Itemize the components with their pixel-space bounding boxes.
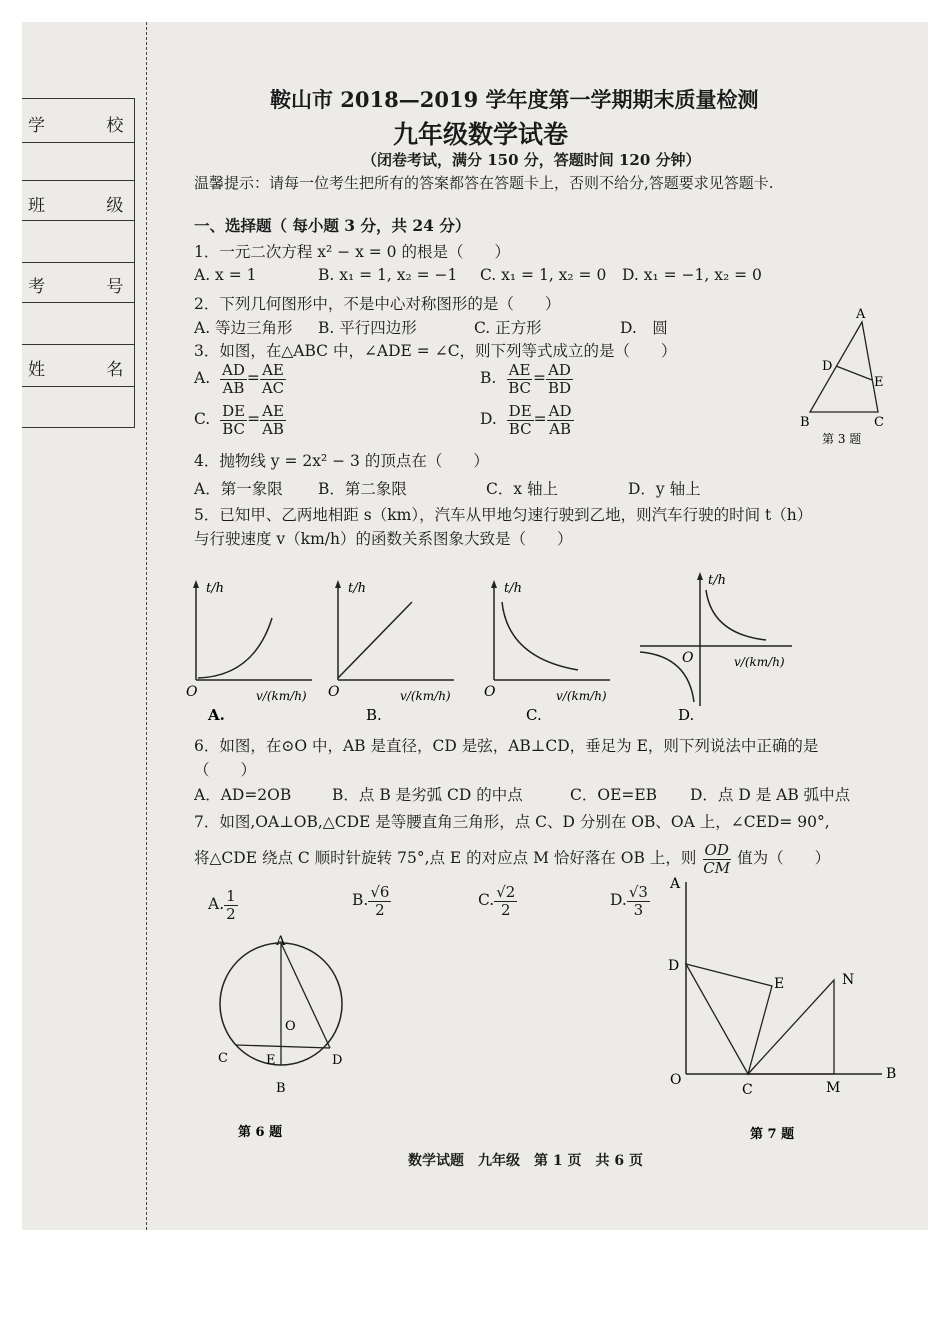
q5-option-c: C. [526,706,542,722]
q5-option-d: D. [678,706,695,722]
q5-option-b: B. [366,706,382,722]
q7-stem-line2: 将△CDE 绕点 C 顺时针旋转 75°,点 E 的对应点 M 恰好落在 OB 上，则 $\frac{OD}{CM}$ 值为（ ） [194,841,831,877]
warm-tip: 温馨提示：请每一位考生把所有的答案都答在答题卡上，否则不给分,答题要求见答题卡. [194,174,774,192]
q7-label-a: A [670,876,681,892]
q1-option-b: B. x₁ = 1, x₂ = −1 [318,266,458,284]
q1-option-c: C. x₁ = 1, x₂ = 0 [480,266,607,284]
q5b-axis-v: v/(km/h) [400,689,451,703]
q5d-axis-t: t/h [708,573,726,588]
q4-option-a: A．第一象限 [194,480,283,498]
q7-rotation-figure [662,868,908,1148]
q5a-origin: O [186,684,198,700]
q1-option-d: D. x₁ = −1, x₂ = 0 [622,266,762,284]
q3-option-d: D. $\frac{DE}{BC}$ = $\frac{AD}{AB}$ [480,402,572,438]
q7-label-c: C [742,1082,753,1098]
q6-option-c: C．OE=EB [570,786,658,804]
q6-label-a: A [276,934,286,949]
q5b-origin: O [328,684,340,700]
q5a-axis-t: t/h [206,581,224,596]
q5c-origin: O [484,684,496,700]
q4-option-c: C．x 轴上 [486,480,559,498]
q7-label-o: O [670,1072,682,1088]
q5-graph-b [326,572,466,722]
q5c-axis-v: v/(km/h) [556,689,607,703]
q7-caption: 第 7 题 [750,1127,795,1142]
q5-option-a: A. [208,706,225,722]
q6-option-d: D．点 D 是 AB 弧中点 [690,786,851,804]
q5-graph-d [636,570,796,722]
q6-stem-line1: 6．如图，在⊙O 中，AB 是直径，CD 是弦，AB⊥CD，垂足为 E，则下列说法中正确的是 [194,737,819,755]
section-heading: 一、选择题（ 每小题 3 分，共 24 分） [194,216,471,235]
q6-option-a: A．AD=2OB [194,786,292,804]
q2-option-b: B. 平行四边形 [318,319,417,337]
q6-label-c: C [218,1051,228,1066]
q6-stem-line2: （ ） [194,761,257,779]
q2-option-d: D. 圆 [620,319,668,337]
q7-option-d: D. $\frac{√3}{3}$ [610,883,648,919]
q7-option-b: B. $\frac{√6}{2}$ [352,883,390,919]
q2-option-c: C. 正方形 [474,319,542,337]
q5b-axis-t: t/h [348,581,366,596]
q5c-axis-t: t/h [504,581,522,596]
q5a-axis-v: v/(km/h) [256,689,307,703]
q6-circle-figure [206,930,356,1150]
q3-caption: 第 3 题 [822,432,862,446]
q7-label-e: E [774,976,785,992]
q6-label-b: B [276,1081,286,1096]
q5-stem-line1: 5．已知甲、乙两地相距 s（km），汽车从甲地匀速行驶到乙地，则汽车行驶的时间 t（h） [194,506,813,524]
q1-option-a: A. x = 1 [194,266,257,284]
q3-option-c: C. $\frac{DE}{BC}$ = $\frac{AE}{AB}$ [194,402,284,438]
q2-option-a: A. 等边三角形 [194,319,293,337]
q7-label-m: M [826,1080,841,1096]
q3-label-c: C [874,415,884,430]
q7-option-c: C. $\frac{√2}{2}$ [478,883,516,919]
q4-stem: 4．抛物线 y = 2x² − 3 的顶点在（ ） [194,452,489,470]
q3-option-b: B. $\frac{AE}{BC}$ = $\frac{AD}{BD}$ [480,361,572,397]
q3-label-d: D [822,359,833,374]
q7-option-a: A. $\frac{1}{2}$ [208,887,236,923]
q5-stem-line2: 与行驶速度 v（km/h）的函数关系图象大致是（ ） [194,530,573,548]
exam-title: 鞍山市 2018—2019 学年度第一学期期末质量检测 [270,87,759,112]
q3-label-e: E [874,375,884,390]
q3-label-a: A [856,307,866,322]
q2-stem: 2．下列几何图形中，不是中心对称图形的是（ ） [194,295,561,313]
q6-label-d: D [332,1053,343,1068]
q3-option-a: A. $\frac{AD}{AB}$ = $\frac{AE}{AC}$ [194,361,285,397]
q3-label-b: B [800,415,810,430]
exam-subtitle: 九年级数学试卷 [393,120,569,149]
q5-graph-c [482,572,622,722]
q7-label-b: B [886,1066,897,1082]
q5d-origin: O [682,650,694,666]
q7-label-d: D [668,958,680,974]
exam-number-label: 考 号 [28,277,152,297]
q4-option-d: D．y 轴上 [628,480,701,498]
page-footer: 数学试题 九年级 第 1 页 共 6 页 [408,1153,643,1169]
q3-stem: 3．如图，在△ABC 中，∠ADE = ∠C，则下列等式成立的是（ ） [194,342,677,360]
q5-graph-a [184,572,324,722]
class-label: 班 级 [28,196,152,216]
q6-caption: 第 6 题 [238,1125,283,1140]
q6-option-b: B．点 B 是劣弧 CD 的中点 [332,786,523,804]
binding-line [146,22,147,1230]
q6-label-e: E [266,1053,276,1068]
q7-label-n: N [842,972,855,988]
q5d-axis-v: v/(km/h) [734,655,785,669]
q6-label-o: O [285,1019,296,1034]
q7-stem-line1: 7．如图,OA⊥OB,△CDE 是等腰直角三角形，点 C、D 分别在 OB、OA 上，∠CED= 90°, [194,813,830,831]
q4-option-b: B．第二象限 [318,480,407,498]
q3-triangle-figure [796,306,906,456]
school-label: 学 校 [28,116,152,136]
name-label: 姓 名 [28,360,152,380]
exam-conditions: （闭卷考试，满分 150 分，答题时间 120 分钟） [362,151,701,169]
q1-stem: 1．一元二次方程 x² − x = 0 的根是（ ） [194,243,510,261]
